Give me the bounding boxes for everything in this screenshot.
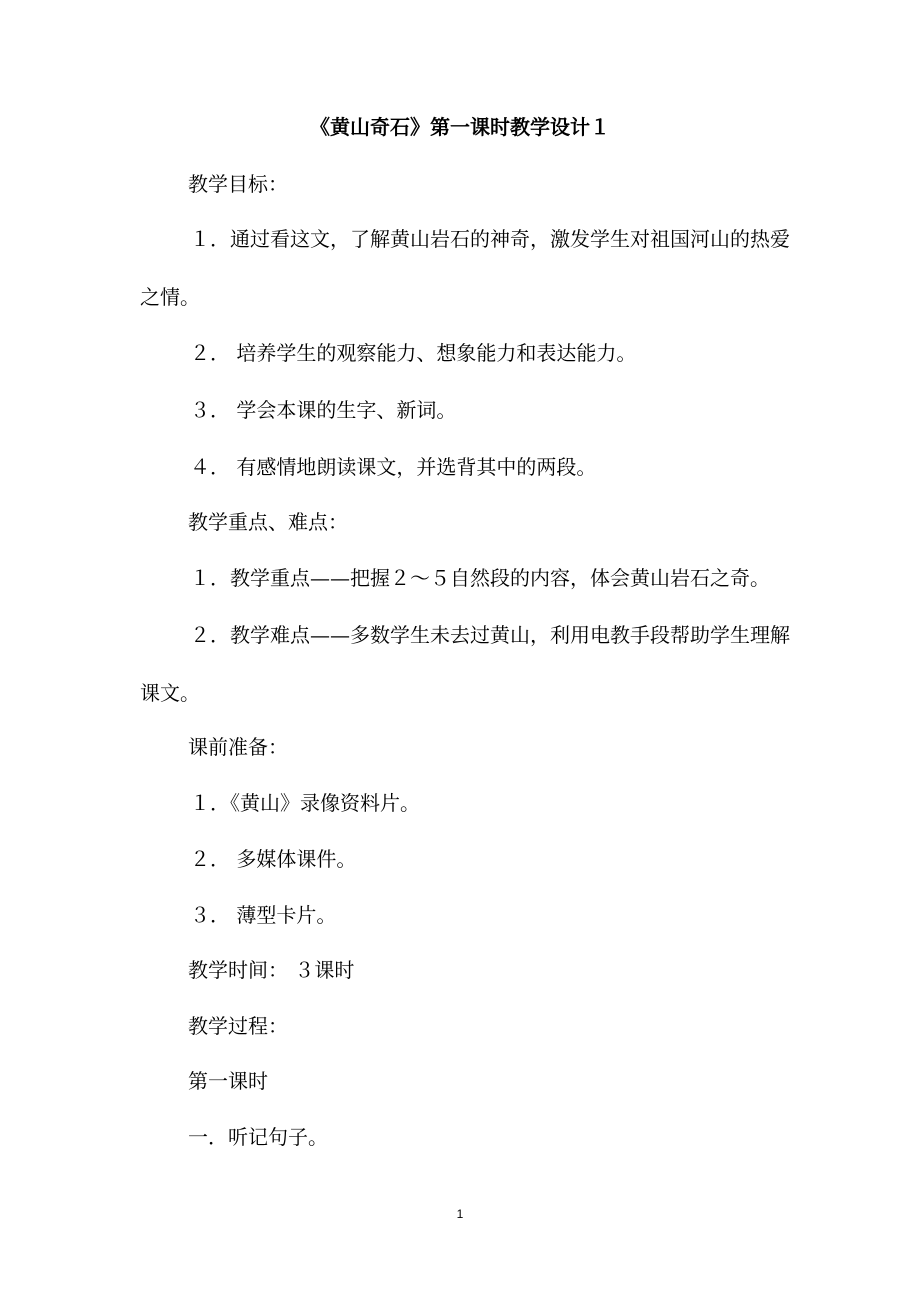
objective-item-2: ２． 培养学生的观察能力、想象能力和表达能力。 [190,341,637,365]
preparation-item-3: ３． 薄型卡片。 [190,903,337,927]
objective-item-1: １．通过看这文，了解黄山岩石的神奇，激发学生对祖国河山的热爱之情。 [140,227,790,309]
page-number: 1 [456,1207,464,1221]
objective-item-4: ４． 有感情地朗读课文，并选背其中的两段。 [190,455,597,479]
lesson-heading: 第一课时 [188,1069,268,1093]
preparation-item-1: １．《黄山》录像资料片。 [190,791,420,815]
objective-item-3: ３． 学会本课的生字、新词。 [190,398,457,422]
preparation-item-2: ２． 多媒体课件。 [190,847,357,871]
key-point-item-1: １．教学重点——把握２～５自然段的内容，体会黄山岩石之奇。 [190,566,770,590]
step-heading-1: 一．听记句子。 [188,1125,328,1149]
teaching-time: 教学时间： ３课时 [188,958,355,982]
section-heading-process: 教学过程： [188,1014,288,1038]
section-heading-objectives: 教学目标： [188,172,288,196]
key-point-item-2: ２．教学难点——多数学生未去过黄山，利用电教手段帮助学生理解课文。 [140,623,790,705]
section-heading-key-points: 教学重点、难点： [188,510,348,534]
section-heading-preparation: 课前准备： [188,735,288,759]
document-title: 《黄山奇石》第一课时教学设计１ [310,115,610,139]
